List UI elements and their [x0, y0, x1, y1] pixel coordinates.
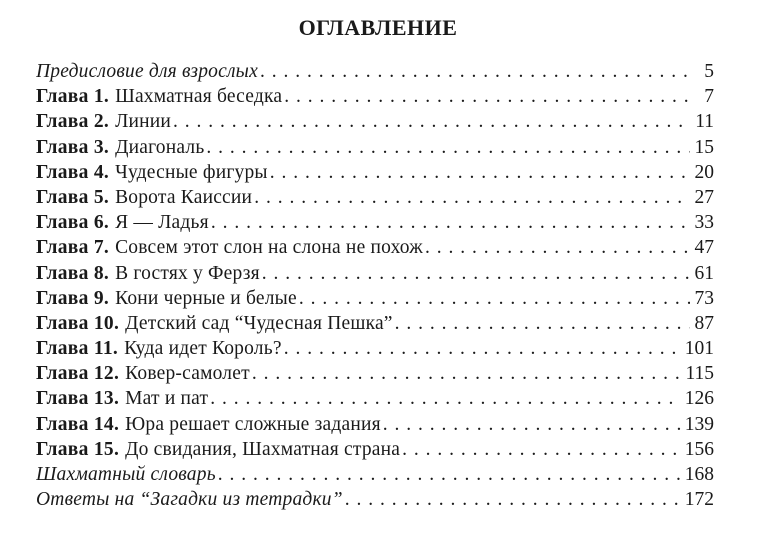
- toc-entry: [36, 286, 714, 311]
- page-number: 47: [694, 237, 714, 259]
- entry-title: В гостях у Ферзя: [115, 262, 260, 284]
- entry-label: [36, 59, 258, 84]
- toc-entry: [36, 185, 714, 210]
- page-number: 156: [684, 438, 714, 460]
- chapter-number: Глава 2.: [36, 111, 110, 133]
- dot-leader: [262, 261, 690, 286]
- page-number: 73: [694, 287, 714, 309]
- page-number: 87: [694, 312, 714, 334]
- dot-leader: [218, 462, 681, 487]
- entry-label: [36, 286, 297, 311]
- toc-entry: [36, 437, 714, 462]
- chapter-number: Глава 7.: [36, 237, 110, 259]
- page-number: 20: [694, 161, 714, 183]
- entry-title: Куда идет Король?: [124, 338, 282, 360]
- entry-title: Чудесные фигуры: [115, 161, 268, 183]
- entry-label: [36, 84, 282, 109]
- dot-leader: [284, 336, 681, 361]
- entry-title: Мат и пат: [125, 388, 209, 410]
- dot-leader: [284, 84, 690, 109]
- toc-entry: [36, 160, 714, 185]
- entry-label: [36, 261, 260, 286]
- entry-title: Линии: [115, 111, 172, 133]
- dot-leader: [211, 210, 690, 235]
- toc-entry: [36, 462, 714, 487]
- entry-label: [36, 386, 208, 411]
- entry-label: [36, 336, 282, 361]
- page-number: 7: [704, 86, 714, 108]
- toc-entry: [36, 361, 714, 386]
- toc-entry: [36, 412, 714, 437]
- chapter-number: Глава 5.: [36, 186, 110, 208]
- page-number: 33: [694, 212, 714, 234]
- chapter-number: Глава 10.: [36, 312, 120, 334]
- entry-label: [36, 437, 400, 462]
- dot-leader: [254, 185, 690, 210]
- dot-leader: [299, 286, 690, 311]
- toc-entry: [36, 386, 714, 411]
- entry-title: Совсем этот слон на слона не похож: [115, 237, 423, 259]
- entry-title: Шахматный словарь: [36, 464, 216, 485]
- entry-label: [36, 210, 209, 235]
- chapter-number: Глава 13.: [36, 388, 120, 410]
- entry-title: Я — Ладья: [115, 212, 209, 234]
- entry-title: Детский сад “Чудесная Пешка”: [125, 312, 393, 334]
- page-number: 11: [695, 111, 714, 133]
- chapter-number: Глава 9.: [36, 287, 110, 309]
- entry-title: Ответы на “Загадки из тетрадки”: [36, 489, 343, 511]
- toc-entry: [36, 210, 714, 235]
- entry-label: [36, 160, 268, 185]
- toc-entry: [36, 311, 714, 336]
- dot-leader: [270, 160, 690, 185]
- page-number: 139: [684, 413, 714, 435]
- page-number: 5: [704, 61, 714, 82]
- dot-leader: [210, 386, 681, 411]
- chapter-number: Глава 11.: [36, 338, 119, 360]
- toc-entry: [36, 336, 714, 361]
- toc-entry: [36, 487, 714, 512]
- chapter-number: Глава 6.: [36, 212, 110, 234]
- entry-label: [36, 487, 343, 512]
- entry-title: Кони черные и белые: [115, 287, 297, 309]
- page-number: 168: [684, 464, 714, 485]
- dot-leader: [395, 311, 690, 336]
- entry-label: [36, 412, 381, 437]
- chapter-number: Глава 4.: [36, 161, 110, 183]
- page-number: 101: [684, 338, 714, 360]
- chapter-number: Глава 15.: [36, 438, 120, 460]
- toc-entry: [36, 135, 714, 160]
- toc-entry: [36, 235, 714, 260]
- page-number: 27: [694, 186, 714, 208]
- entry-title: Шахматная беседка: [115, 86, 283, 108]
- chapter-number: Глава 8.: [36, 262, 110, 284]
- entry-title: Юра решает сложные задания: [125, 413, 381, 435]
- dot-leader: [252, 361, 682, 386]
- page-number: 115: [685, 363, 714, 385]
- entry-label: [36, 135, 204, 160]
- dot-leader: [402, 437, 681, 462]
- chapter-number: Глава 1.: [36, 86, 110, 108]
- entry-label: [36, 235, 423, 260]
- toc-entry: [36, 59, 714, 84]
- toc-entry: [36, 109, 714, 134]
- dot-leader: [206, 135, 690, 160]
- entry-label: [36, 311, 393, 336]
- chapter-number: Глава 12.: [36, 363, 120, 385]
- entry-title: Ковер-самолет: [125, 363, 250, 385]
- chapter-number: Глава 3.: [36, 136, 110, 158]
- page-number: 172: [684, 489, 714, 511]
- page-number: 15: [694, 136, 714, 158]
- entry-label: [36, 462, 216, 487]
- page-number: 61: [694, 262, 714, 284]
- entry-title: Диагональ: [115, 136, 205, 158]
- dot-leader: [345, 487, 681, 512]
- page-title: ОГЛАВЛЕНИЕ: [298, 15, 458, 40]
- dot-leader: [425, 235, 690, 260]
- entry-title: До свидания, Шахматная страна: [125, 438, 401, 460]
- entry-label: [36, 361, 250, 386]
- dot-leader: [383, 412, 681, 437]
- page-number: 126: [684, 388, 714, 410]
- entry-label: [36, 185, 252, 210]
- entry-label: [36, 109, 171, 134]
- toc-entry: [36, 261, 714, 286]
- entry-title: Ворота Каиссии: [115, 186, 253, 208]
- table-of-contents: [36, 59, 714, 512]
- toc-entry: [36, 84, 714, 109]
- entry-title: Предисловие для взрослых: [36, 61, 258, 82]
- dot-leader: [260, 59, 690, 84]
- dot-leader: [173, 109, 690, 134]
- chapter-number: Глава 14.: [36, 413, 120, 435]
